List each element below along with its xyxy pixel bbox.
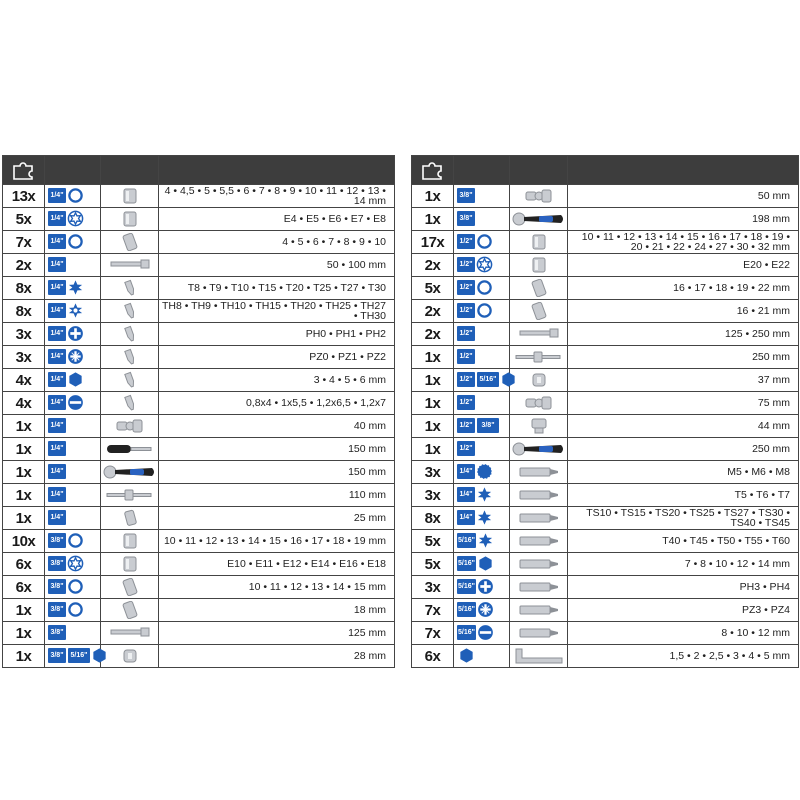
drive-symbol-cell xyxy=(454,415,510,438)
drive-size-badge: 5/16" xyxy=(457,602,476,617)
quantity: 5x xyxy=(412,277,454,300)
drive-symbol-cell xyxy=(454,231,510,254)
drive-symbol-cell xyxy=(454,645,510,668)
drive-symbol-cell xyxy=(454,346,510,369)
e-torx-icon xyxy=(67,210,84,227)
drive-symbol-cell xyxy=(45,208,101,231)
drive-symbol-cell xyxy=(45,277,101,300)
drive-symbol-cell xyxy=(45,622,101,645)
quantity: 2x xyxy=(412,254,454,277)
deep-socket-picture xyxy=(101,231,159,254)
size-description: T40 • T45 • T50 • T55 • T60 xyxy=(568,530,799,553)
bit-picture xyxy=(101,277,159,300)
size-description: TH8 • TH9 • TH10 • TH15 • TH20 • TH25 • TH27 • TH30 xyxy=(159,300,395,323)
quantity: 2x xyxy=(412,300,454,323)
table-row xyxy=(3,507,395,530)
size-description: 1,5 • 2 • 2,5 • 3 • 4 • 5 mm xyxy=(568,645,799,668)
size-description: M5 • M6 • M8 xyxy=(568,461,799,484)
table-row xyxy=(3,645,395,668)
drive-symbol-cell xyxy=(45,300,101,323)
table-row xyxy=(412,530,799,553)
size-description: T8 • T9 • T10 • T15 • T20 • T25 • T27 • T30 xyxy=(159,277,395,300)
quantity: 1x xyxy=(3,645,45,668)
drive-symbol-cell xyxy=(45,323,101,346)
quantity: 5x xyxy=(412,530,454,553)
size-description: 125 mm xyxy=(159,622,395,645)
torx-icon xyxy=(67,279,84,296)
drive-size-badge: 5/16" xyxy=(457,533,476,548)
pozidriv-icon xyxy=(67,348,84,365)
size-description: 250 mm xyxy=(568,346,799,369)
size-description: 37 mm xyxy=(568,369,799,392)
table-header xyxy=(3,156,395,185)
drive-symbol-cell xyxy=(454,484,510,507)
drive-symbol-cell xyxy=(454,300,510,323)
drive-symbol-cell xyxy=(45,507,101,530)
drive-size-badge: 1/4" xyxy=(48,349,66,364)
socket-picture xyxy=(101,553,159,576)
quantity: 1x xyxy=(412,185,454,208)
size-description: 110 mm xyxy=(159,484,395,507)
header-description xyxy=(159,156,395,185)
drive-size-badge: 1/2" xyxy=(457,326,475,341)
table-row xyxy=(3,254,395,277)
adapter-picture xyxy=(510,369,568,392)
quantity: 3x xyxy=(3,323,45,346)
slotted-icon xyxy=(477,624,494,641)
drive-size-badge: 1/4" xyxy=(457,510,475,525)
drive-size-badge: 1/4" xyxy=(48,441,66,456)
table-row xyxy=(412,254,799,277)
drive-size-badge-secondary: 3/8" xyxy=(477,418,499,433)
drive-size-badge: 1/4" xyxy=(48,188,66,203)
table-row xyxy=(3,392,395,415)
table-row xyxy=(3,415,395,438)
hex-icon xyxy=(458,647,475,664)
drive-symbol-cell xyxy=(454,461,510,484)
quantity: 4x xyxy=(3,392,45,415)
slotted-icon xyxy=(67,394,84,411)
table-row xyxy=(3,208,395,231)
size-description: 150 mm xyxy=(159,438,395,461)
drive-symbol-cell xyxy=(454,438,510,461)
size-description: 40 mm xyxy=(159,415,395,438)
socket-picture xyxy=(101,208,159,231)
long-bit-picture xyxy=(510,484,568,507)
table-row xyxy=(412,392,799,415)
quantity: 7x xyxy=(3,231,45,254)
long-bit-picture xyxy=(510,599,568,622)
drive-size-badge-secondary: 5/16" xyxy=(68,648,90,663)
drive-size-badge: 1/2" xyxy=(457,234,475,249)
drive-size-badge: 1/4" xyxy=(457,464,475,479)
drive-symbol-cell xyxy=(454,507,510,530)
header-drive xyxy=(45,156,101,185)
quantity: 1x xyxy=(412,208,454,231)
drive-symbol-cell xyxy=(45,254,101,277)
size-description: 75 mm xyxy=(568,392,799,415)
table-row xyxy=(412,277,799,300)
drive-size-badge: 3/8" xyxy=(48,579,66,594)
table-row xyxy=(3,300,395,323)
bit-picture xyxy=(101,323,159,346)
size-description: 50 • 100 mm xyxy=(159,254,395,277)
table-row xyxy=(3,530,395,553)
quantity: 1x xyxy=(412,392,454,415)
quantity: 1x xyxy=(412,346,454,369)
size-description: 10 • 11 • 12 • 13 • 14 • 15 • 16 • 17 • 18 • 19 mm xyxy=(159,530,395,553)
ratchet-picture xyxy=(510,438,568,461)
quantity: 5x xyxy=(412,553,454,576)
long-bit-picture xyxy=(510,461,568,484)
drive-symbol-cell xyxy=(454,208,510,231)
table-row xyxy=(412,553,799,576)
drive-symbol-cell xyxy=(454,599,510,622)
left-parts-table xyxy=(2,155,395,668)
drive-size-badge: 5/16" xyxy=(457,625,476,640)
quantity: 1x xyxy=(412,415,454,438)
hex-icon xyxy=(477,555,494,572)
extension-picture xyxy=(101,622,159,645)
drive-size-badge: 1/4" xyxy=(48,326,66,341)
quantity: 3x xyxy=(412,484,454,507)
quantity: 10x xyxy=(3,530,45,553)
size-description: PZ0 • PZ1 • PZ2 xyxy=(159,346,395,369)
quantity: 3x xyxy=(412,461,454,484)
bit-adapter-picture xyxy=(101,507,159,530)
pozidriv-icon xyxy=(477,601,494,618)
drive-size-badge: 1/4" xyxy=(48,280,66,295)
bit-picture xyxy=(101,369,159,392)
drive-size-badge: 1/4" xyxy=(48,211,66,226)
quantity: 1x xyxy=(3,461,45,484)
table-row xyxy=(3,461,395,484)
drive-size-badge: 3/8" xyxy=(457,188,475,203)
torx-tamper-icon xyxy=(67,302,84,319)
puzzle-icon xyxy=(3,156,45,185)
drive-size-badge: 3/8" xyxy=(48,533,66,548)
table-row xyxy=(3,599,395,622)
drive-symbol-cell xyxy=(45,369,101,392)
size-description: 18 mm xyxy=(159,599,395,622)
table-row xyxy=(412,576,799,599)
ring-icon xyxy=(67,601,84,618)
drive-size-badge: 1/4" xyxy=(48,418,66,433)
drive-symbol-cell xyxy=(454,369,510,392)
drive-size-badge: 1/4" xyxy=(48,303,66,318)
table-row xyxy=(412,185,799,208)
size-description: T5 • T6 • T7 xyxy=(568,484,799,507)
bit-picture xyxy=(101,392,159,415)
header-description xyxy=(568,156,799,185)
deep-socket-picture xyxy=(510,277,568,300)
hex-icon xyxy=(500,371,517,388)
quantity: 8x xyxy=(3,300,45,323)
e-torx-icon xyxy=(67,555,84,572)
table-row xyxy=(412,369,799,392)
drive-symbol-cell xyxy=(45,599,101,622)
size-description: 28 mm xyxy=(159,645,395,668)
table-row xyxy=(3,369,395,392)
drive-size-badge: 3/8" xyxy=(48,625,66,640)
torx-icon xyxy=(477,532,494,549)
table-row xyxy=(3,277,395,300)
t-bar-picture xyxy=(510,346,568,369)
table-row xyxy=(412,645,799,668)
quantity: 4x xyxy=(3,369,45,392)
ring-icon xyxy=(476,279,493,296)
drive-size-badge-secondary: 5/16" xyxy=(477,372,499,387)
drive-symbol-cell xyxy=(454,185,510,208)
size-description: 7 • 8 • 10 • 12 • 14 mm xyxy=(568,553,799,576)
size-description: 16 • 17 • 18 • 19 • 22 mm xyxy=(568,277,799,300)
quantity: 13x xyxy=(3,185,45,208)
header-tool xyxy=(101,156,159,185)
size-description: E4 • E5 • E6 • E7 • E8 xyxy=(159,208,395,231)
quantity: 2x xyxy=(412,323,454,346)
torx-icon xyxy=(476,509,493,526)
drive-symbol-cell xyxy=(454,576,510,599)
quantity: 3x xyxy=(3,346,45,369)
table-row xyxy=(412,208,799,231)
e-torx-icon xyxy=(476,256,493,273)
quantity: 6x xyxy=(3,576,45,599)
drive-size-badge: 1/4" xyxy=(457,487,475,502)
reducer-picture xyxy=(510,415,568,438)
header-drive xyxy=(454,156,510,185)
drive-symbol-cell xyxy=(454,392,510,415)
drive-size-badge: 1/2" xyxy=(457,280,475,295)
drive-size-badge: 1/2" xyxy=(457,418,475,433)
drive-size-badge: 3/8" xyxy=(48,556,66,571)
bit-picture xyxy=(101,300,159,323)
quantity: 7x xyxy=(412,622,454,645)
drive-size-badge: 3/8" xyxy=(48,648,66,663)
size-description: 8 • 10 • 12 mm xyxy=(568,622,799,645)
ratchet-picture xyxy=(510,208,568,231)
universal-joint-picture xyxy=(101,415,159,438)
table-row xyxy=(412,599,799,622)
extension-picture xyxy=(101,254,159,277)
drive-symbol-cell xyxy=(45,438,101,461)
size-description: 198 mm xyxy=(568,208,799,231)
table-row xyxy=(412,323,799,346)
hex-icon xyxy=(67,371,84,388)
spline-icon xyxy=(476,463,493,480)
size-description: 16 • 21 mm xyxy=(568,300,799,323)
drive-size-badge: 1/2" xyxy=(457,349,475,364)
drive-size-badge: 3/8" xyxy=(457,211,475,226)
drive-symbol-cell xyxy=(454,530,510,553)
table-row xyxy=(3,484,395,507)
extension-picture xyxy=(510,323,568,346)
quantity: 8x xyxy=(3,277,45,300)
size-description: PZ3 • PZ4 xyxy=(568,599,799,622)
size-description: PH0 • PH1 • PH2 xyxy=(159,323,395,346)
ring-icon xyxy=(67,233,84,250)
drive-symbol-cell xyxy=(45,461,101,484)
drive-symbol-cell xyxy=(454,277,510,300)
drive-symbol-cell xyxy=(45,346,101,369)
table-row xyxy=(412,438,799,461)
quantity: 3x xyxy=(412,576,454,599)
table-row xyxy=(3,231,395,254)
long-bit-picture xyxy=(510,507,568,530)
size-description: 150 mm xyxy=(159,461,395,484)
drive-symbol-cell xyxy=(45,645,101,668)
drive-size-badge: 1/2" xyxy=(457,303,475,318)
size-description: E20 • E22 xyxy=(568,254,799,277)
universal-joint-picture xyxy=(510,185,568,208)
socket-picture xyxy=(101,185,159,208)
table-row xyxy=(412,300,799,323)
table-row xyxy=(412,415,799,438)
drive-size-badge: 1/4" xyxy=(48,234,66,249)
table-row xyxy=(3,185,395,208)
size-description: PH3 • PH4 xyxy=(568,576,799,599)
drive-size-badge: 1/4" xyxy=(48,372,66,387)
ring-icon xyxy=(67,532,84,549)
hex-key-picture xyxy=(510,645,568,668)
drive-size-badge: 5/16" xyxy=(457,556,476,571)
size-description: 125 • 250 mm xyxy=(568,323,799,346)
drive-symbol-cell xyxy=(45,392,101,415)
size-description: 250 mm xyxy=(568,438,799,461)
long-bit-picture xyxy=(510,530,568,553)
table-row xyxy=(412,346,799,369)
drive-size-badge: 1/4" xyxy=(48,395,66,410)
socket-picture xyxy=(510,254,568,277)
ring-icon xyxy=(476,302,493,319)
phillips-icon xyxy=(67,325,84,342)
spinner-handle-picture xyxy=(101,438,159,461)
quantity: 6x xyxy=(412,645,454,668)
drive-symbol-cell xyxy=(45,484,101,507)
quantity: 1x xyxy=(3,599,45,622)
table-row xyxy=(412,484,799,507)
right-parts-table xyxy=(411,155,799,668)
drive-size-badge: 1/4" xyxy=(48,510,66,525)
drive-size-badge: 1/2" xyxy=(457,441,475,456)
size-description: 10 • 11 • 12 • 13 • 14 • 15 • 16 • 17 • 18 • 19 • 20 • 21 • 22 • 24 • 27 • 30 • 32 mm xyxy=(568,231,799,254)
puzzle-icon xyxy=(412,156,454,185)
quantity: 1x xyxy=(3,484,45,507)
quantity: 1x xyxy=(412,438,454,461)
ring-icon xyxy=(476,233,493,250)
drive-symbol-cell xyxy=(45,576,101,599)
quantity: 2x xyxy=(3,254,45,277)
size-description: E10 • E11 • E12 • E14 • E16 • E18 xyxy=(159,553,395,576)
quantity: 1x xyxy=(3,415,45,438)
size-description: 4 • 4,5 • 5 • 5,5 • 6 • 7 • 8 • 9 • 10 • 11 • 12 • 13 • 14 mm xyxy=(159,185,395,208)
table-row xyxy=(412,507,799,530)
quantity: 1x xyxy=(3,507,45,530)
size-description: 50 mm xyxy=(568,185,799,208)
deep-socket-picture xyxy=(101,599,159,622)
size-description: TS10 • TS15 • TS20 • TS25 • TS27 • TS30 • TS40 • TS45 xyxy=(568,507,799,530)
quantity: 1x xyxy=(3,438,45,461)
long-bit-picture xyxy=(510,553,568,576)
drive-size-badge: 1/2" xyxy=(457,257,475,272)
size-description: 3 • 4 • 5 • 6 mm xyxy=(159,369,395,392)
drive-symbol-cell xyxy=(454,553,510,576)
table-row xyxy=(412,622,799,645)
table-row xyxy=(3,323,395,346)
hex-icon xyxy=(91,647,108,664)
drive-symbol-cell xyxy=(45,530,101,553)
universal-joint-picture xyxy=(510,392,568,415)
quantity: 7x xyxy=(412,599,454,622)
drive-size-badge: 1/4" xyxy=(48,487,66,502)
size-description: 4 • 5 • 6 • 7 • 8 • 9 • 10 xyxy=(159,231,395,254)
size-description: 10 • 11 • 12 • 13 • 14 • 15 mm xyxy=(159,576,395,599)
size-description: 44 mm xyxy=(568,415,799,438)
torx-icon xyxy=(476,486,493,503)
drive-size-badge: 1/4" xyxy=(48,257,66,272)
table-row xyxy=(412,231,799,254)
drive-size-badge: 1/2" xyxy=(457,395,475,410)
table-row xyxy=(3,576,395,599)
drive-symbol-cell xyxy=(45,231,101,254)
socket-picture xyxy=(510,231,568,254)
size-description: 25 mm xyxy=(159,507,395,530)
drive-symbol-cell xyxy=(45,553,101,576)
size-description: 0,8x4 • 1x5,5 • 1,2x6,5 • 1,2x7 xyxy=(159,392,395,415)
table-row xyxy=(412,461,799,484)
quantity: 1x xyxy=(3,622,45,645)
header-tool xyxy=(510,156,568,185)
drive-size-badge: 3/8" xyxy=(48,602,66,617)
table-row xyxy=(3,553,395,576)
drive-size-badge: 5/16" xyxy=(457,579,476,594)
long-bit-picture xyxy=(510,622,568,645)
table-row xyxy=(3,622,395,645)
ratchet-picture xyxy=(101,461,159,484)
deep-socket-picture xyxy=(510,300,568,323)
drive-symbol-cell xyxy=(454,254,510,277)
quantity: 8x xyxy=(412,507,454,530)
drive-symbol-cell xyxy=(45,185,101,208)
phillips-icon xyxy=(477,578,494,595)
table-row xyxy=(3,438,395,461)
t-bar-picture xyxy=(101,484,159,507)
adapter-picture xyxy=(101,645,159,668)
quantity: 1x xyxy=(412,369,454,392)
drive-size-badge: 1/2" xyxy=(457,372,475,387)
ring-icon xyxy=(67,578,84,595)
drive-symbol-cell xyxy=(45,415,101,438)
drive-symbol-cell xyxy=(454,323,510,346)
long-bit-picture xyxy=(510,576,568,599)
bit-picture xyxy=(101,346,159,369)
quantity: 17x xyxy=(412,231,454,254)
quantity: 5x xyxy=(3,208,45,231)
drive-size-badge: 1/4" xyxy=(48,464,66,479)
table-row xyxy=(3,346,395,369)
table-header xyxy=(412,156,799,185)
deep-socket-picture xyxy=(101,576,159,599)
drive-symbol-cell xyxy=(454,622,510,645)
ring-icon xyxy=(67,187,84,204)
socket-picture xyxy=(101,530,159,553)
quantity: 6x xyxy=(3,553,45,576)
